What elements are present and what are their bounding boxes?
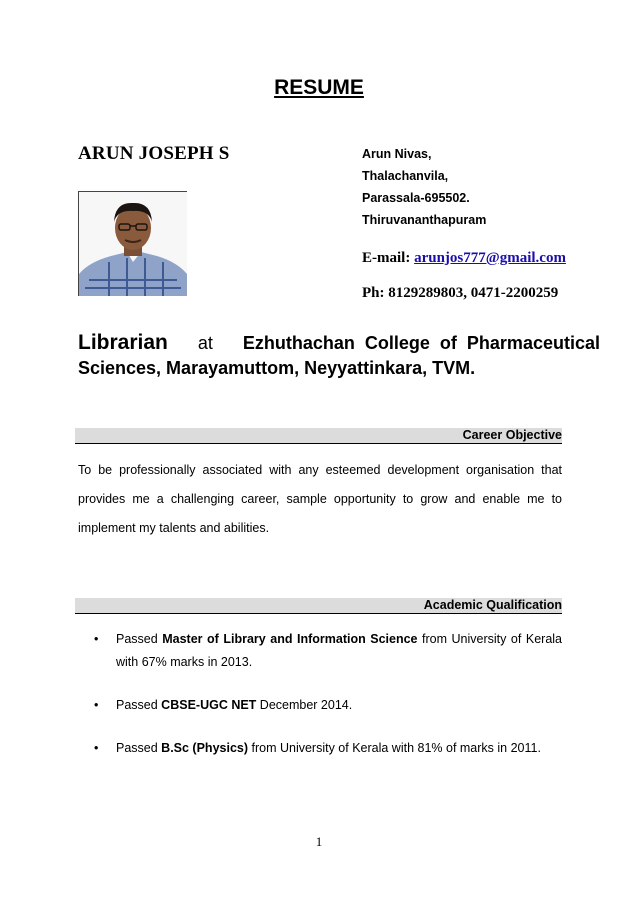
academic-list <box>78 628 562 780</box>
current-position <box>78 330 600 381</box>
address-line-3: Parassala-695502. <box>362 191 470 205</box>
profile-photo-image <box>79 192 187 296</box>
email-line <box>362 250 566 267</box>
qualification-name: B.Sc (Physics) <box>161 741 249 755</box>
list-item: • Passed CBSE-UGC NET December 2014. <box>78 694 562 717</box>
profile-photo <box>78 191 187 296</box>
job-role: Librarian <box>78 331 168 354</box>
email-label: E-mail: <box>362 250 411 266</box>
address-line-2: Thalachanvila, <box>362 169 449 183</box>
resume-title: RESUME <box>274 76 364 99</box>
list-item: • Passed Master of Library and Information Science from University of Kerala with 67% marks in 2013. <box>78 628 562 674</box>
career-objective-heading: Career Objective <box>75 428 562 444</box>
qualification-name: Master of Library and Information Science <box>162 632 418 646</box>
bullet-icon: • <box>94 741 99 755</box>
career-objective-text: To be professionally associated with any esteemed development organisation that provides me a challenging career, sample opportunity to grow and enable me to implement my talents and abilities. <box>78 463 562 535</box>
address-line-1: Arun Nivas, <box>362 147 432 161</box>
applicant-name: ARUN JOSEPH S <box>78 143 230 164</box>
job-institution: Ezhuthachan College of Pharmaceutical Sciences, Marayamuttom, Neyyattinkara, TVM. <box>78 333 600 378</box>
phone-number: 8129289803, 0471-2200259 <box>388 285 559 301</box>
address-line-4: Thiruvananthapuram <box>362 213 487 227</box>
academic-qualification-heading: Academic Qualification <box>75 598 562 614</box>
qualification-name: CBSE-UGC NET <box>161 698 257 712</box>
bullet-icon: • <box>94 698 99 712</box>
list-item: • Passed B.Sc (Physics) from University of Kerala with 81% of marks in 2011. <box>78 737 562 760</box>
page-number: 1 <box>315 834 323 849</box>
phone-line <box>362 285 558 302</box>
phone-label: Ph: <box>362 285 385 301</box>
email-link[interactable]: arunjos777@gmail.com <box>414 250 566 266</box>
job-at: at <box>197 333 213 353</box>
bullet-icon: • <box>94 632 99 646</box>
